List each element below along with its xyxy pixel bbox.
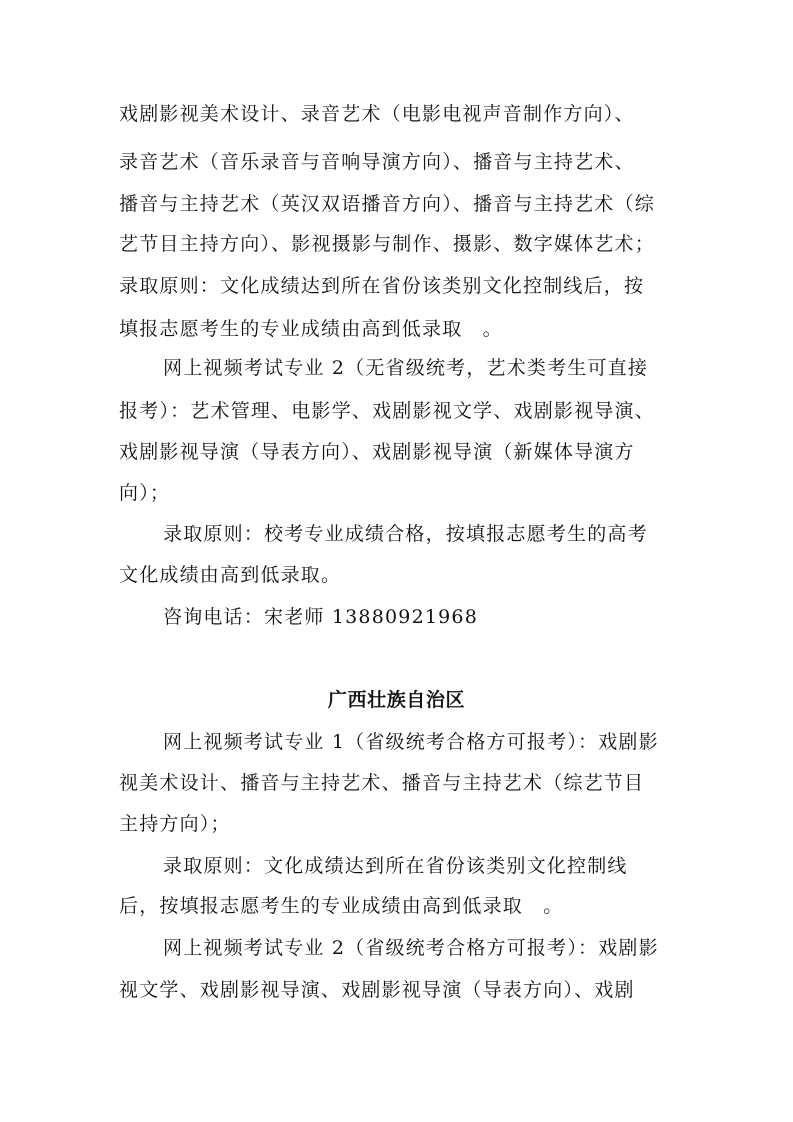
paragraph-line: 报考）：艺术管理、电影学、戏剧影视文学、戏剧影视导演、 — [119, 400, 655, 422]
paragraph-line: 网上视频考试专业 2（无省级统考，艺术类考生可直接 — [163, 357, 649, 379]
contact-phone: 咨询电话：宋老师 13880921968 — [163, 606, 479, 628]
paragraph-line: 播音与主持艺术（英汉双语播音方向）、播音与主持艺术（综 — [119, 193, 655, 215]
paragraph-line: 向）； — [119, 482, 171, 504]
paragraph-line: 录取原则：校考专业成绩合格，按填报志愿考生的高考 — [163, 523, 648, 545]
paragraph-line: 戏剧影视导演（导表方向）、戏剧影视导演（新媒体导演方 — [119, 441, 635, 463]
paragraph-line: 视美术设计、播音与主持艺术、播音与主持艺术（综艺节目 — [119, 772, 645, 794]
paragraph-line: 戏剧影视美术设计、录音艺术（电影电视声音制作方向）、 — [119, 103, 635, 125]
paragraph-line: 录音艺术（音乐录音与音响导演方向）、播音与主持艺术、 — [119, 151, 635, 173]
paragraph-line: 视文学、戏剧影视导演、戏剧影视导演（导表方向）、戏剧 — [119, 979, 635, 1001]
paragraph-line: 文化成绩由高到低录取。 — [119, 564, 342, 586]
paragraph-line: 录取原则：文化成绩达到所在省份该类别文化控制线后，按 — [119, 275, 645, 297]
section-heading: 广西壮族自治区 — [327, 689, 466, 711]
paragraph-line: 主持方向）； — [119, 813, 231, 835]
paragraph-line: 后，按填报志愿考生的专业成绩由高到低录取 。 — [119, 895, 564, 917]
paragraph-line: 艺节目主持方向）、影视摄影与制作、摄影、数字媒体艺术； — [119, 233, 655, 255]
paragraph-line: 录取原则：文化成绩达到所在省份该类别文化控制线 — [163, 855, 628, 877]
paragraph-line: 网上视频考试专业 2（省级统考合格方可报考）：戏剧影 — [163, 937, 659, 959]
paragraph-line: 网上视频考试专业 1（省级统考合格方可报考）：戏剧影 — [163, 731, 659, 753]
paragraph-line: 填报志愿考生的专业成绩由高到低录取 。 — [119, 318, 503, 340]
